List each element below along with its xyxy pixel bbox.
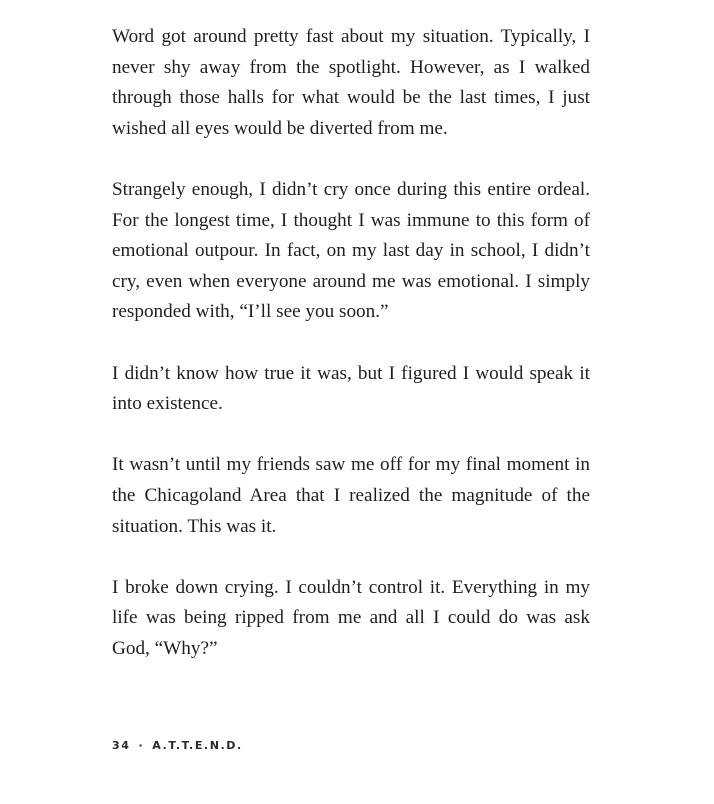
- body-text: [112, 22, 590, 695]
- page-number: 34: [112, 739, 131, 752]
- page-footer: [112, 739, 243, 752]
- paragraph-4: It wasn’t until my friends saw me off for my final moment in the Chicagoland Area that I realized the magnitude of the situation. This was it.: [112, 454, 590, 537]
- paragraph-2: Strangely enough, I didn’t cry once during this entire ordeal. For the longest time, I thought I was immune to this form of emotional outpour. In fact, on my last day in school, I didn’t cry, even when everyone around me was emotional. I simply responded with, “I’ll see you soon.”: [112, 178, 590, 323]
- paragraph-3: I didn’t know how true it was, but I figured I would speak it into existence.: [112, 362, 590, 415]
- book-title: A.T.T.E.N.D.: [152, 739, 243, 752]
- paragraph-5: I broke down crying. I couldn’t control it. Everything in my life was being ripped from me and all I could do was ask God, “Why?”: [112, 576, 590, 659]
- footer-separator: ·: [138, 739, 145, 752]
- paragraph-1: Word got around pretty fast about my situation. Typically, I never shy away from the spotlight. However, as I walked through those halls for what would be the last times, I just wished all eyes would be diverted from me.: [112, 26, 590, 139]
